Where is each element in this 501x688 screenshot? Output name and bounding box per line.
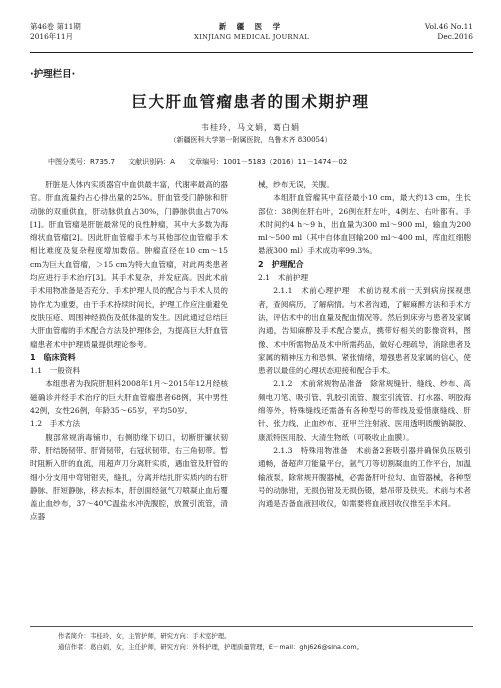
author-note: 作者简介：韦桂玲，女，主管护师，研究方向：手术室护理。: [58, 632, 231, 640]
surgery-method-paragraph: 腹部常规消毒铺巾，右侧肋缘下切口，切断肝镰状韧带、肝结肠韧带、肝肾韧带，右冠状韧带、右三角韧带。暂时阻断入肝的血流，用超声刀分离肝实质，遇血管及肝管的细小分支用中弯钳钳夹，缝扎，分离并结扎肝实质内的右肝静脉、肝短静脉，移去标本，肝创面经氩气刀喷凝止血后覆盖止血纱布，37～40℃温盐水冲洗腹腔，放置引流管，清点器: [30, 432, 228, 522]
date-en: Dec.2016: [437, 32, 473, 41]
issue-info-en: [425, 22, 473, 42]
document-code: 文献识别码：A: [128, 158, 175, 166]
journal-name: [30, 22, 473, 42]
journal-header: [30, 22, 473, 53]
left-column: [30, 178, 228, 524]
right-column: [258, 178, 471, 510]
general-data-paragraph: 本组患者为我院肝胆科2008年1月～2015年12月经核磁确诊并经手术治疗的巨大肝血管瘤患者68例，其中男性42例，女性26例，年龄35～65岁，平均50岁。: [30, 379, 228, 416]
footnotes: [30, 626, 473, 653]
supplies-paragraph: 2.1.2 术前常规物品准备 除常规缝针、缝线、纱布、高频电刀笔、吸引管、乳胶引流管、腹室引流管、打水器、明胶海绵等外，特殊缝线还需备有各种型号的带线及爱惜康缝线、肝针、张力线、止血纱布、亚甲兰注射液、医用透明质酸钠凝胶、康派特医用胶、大清生物纸（可吸收止血膜）。: [258, 379, 471, 442]
volume-issue-en: Vol.46 No.11: [424, 22, 473, 31]
journal-name-cn: 新 疆 医 学: [218, 22, 285, 31]
date-cn: 2016年11月: [30, 32, 73, 41]
section-heading-clinical: 1 临床资料: [30, 352, 76, 362]
subsection-heading-preop: 2.1 术前护理: [258, 273, 309, 283]
authors: 韦桂玲，马文娟，葛白娟: [201, 123, 300, 132]
column-label: ·护理栏目·: [30, 69, 76, 80]
journal-name-en: XINJIANG MEDICAL JOURNAL: [193, 33, 310, 41]
article-title: 巨大肝血管瘤患者的围术期护理: [131, 93, 370, 111]
psych-care-paragraph: 2.1.1 术前心理护理 术前访视术前一天到病房探视患者，查阅病历，了解病情。与术者沟通，了解麻醉方法和手术方法，评估术中的出血量及配血情况等。然后到床旁与患者及家属沟通，告知麻醉及手术配合要点，携带好相关的影像资料，图像、术中所需物品及术中所需药品，做好心理疏导，消除患者及家属的精神压力和恐惧、紧张情绪，增强患者及家属的信心，使患者以最佳的心理状态迎接和配合手术。: [258, 286, 471, 376]
clc-number: 中图分类号：R735.7: [48, 158, 115, 166]
section-heading-nursing: 2 护理配合: [258, 259, 304, 269]
corresponding-author-note: 通信作者：葛白娟，女，主任护师，研究方向：外科护理，护理质量管理，E－mail：ghj626@sina.com。: [58, 643, 364, 651]
method-continued: 械，纱布无误，关腹。: [258, 180, 334, 189]
article-meta: [48, 157, 481, 167]
affiliation: （新疆医科大学第一附属医院，乌鲁木齐 830054）: [169, 136, 332, 144]
results-paragraph: 本组肝血管瘤其中直径最小10 cm，最大约13 cm，生长部位：38例在肝右叶，26例在肝左叶，4例左、右叶都有。手术时间约4 h～9 h，出血量为300 ml～900 ml，输血为200 ml～500 ml（其中自体血回输200 ml～400 ml，库血红细胞悬液300 ml）手术成功率99.3%。: [258, 193, 471, 256]
special-supplies-paragraph: 2.1.3 特殊用物准备 术前备2套吸引器并确保负压吸引通畅，备超声刀能量平台，氩气刀等切割凝血的工作平台，加温输液泵，除常规开腹器械，必需备肝叶拉勾、血管器械，各种型号的动脉钳，无损伤钳及无损伤镊，悬吊带及铁夹。术前与术者沟通是否备血液回收仪，如需要将血液回收仪推至手术间。: [258, 445, 471, 509]
volume-issue-cn: 第46卷 第11期: [30, 22, 81, 31]
subsection-heading-method: 1.2 手术方法: [30, 419, 81, 429]
intro-paragraph: 肝脏是人体内实质器官中血供最丰富，代谢率最高的器官。肝血流量约占心排出量的25%。肝血管受门静脉和肝动脉的双重供血，肝动脉供血占30%，门静脉供血占70%[1]。肝血管瘤是肝脏最常见的良性肿瘤，其中大多数为海绵状血管瘤[2]。因此肝血管瘤手术与其他部位血管瘤手术相比难度及复杂程度增加数倍。肿瘤直径在10 cm～15 cm为巨大血管瘤，＞15 cm为特大血管瘤，对此两类患者均应进行手术治疗[3]。其手术复杂，并发症高。因此术前手术用物准备是否充分、手术护理人员的配合与手术人员的协作尤为重要，由于手术持续时间长，护理工作应注重避免皮肤压疮、周围神经损伤及低体温的发生。因此通过总结巨大肝血管瘤的手术配合方法及护理体会，为提高巨大肝血管瘤患者术中护理质量提供理论参考。: [30, 180, 228, 349]
subsection-heading-general: 1.1 一般资料: [30, 366, 81, 376]
article-number: 文章编号：1001－5183（2016）11－1474－02: [188, 158, 348, 166]
